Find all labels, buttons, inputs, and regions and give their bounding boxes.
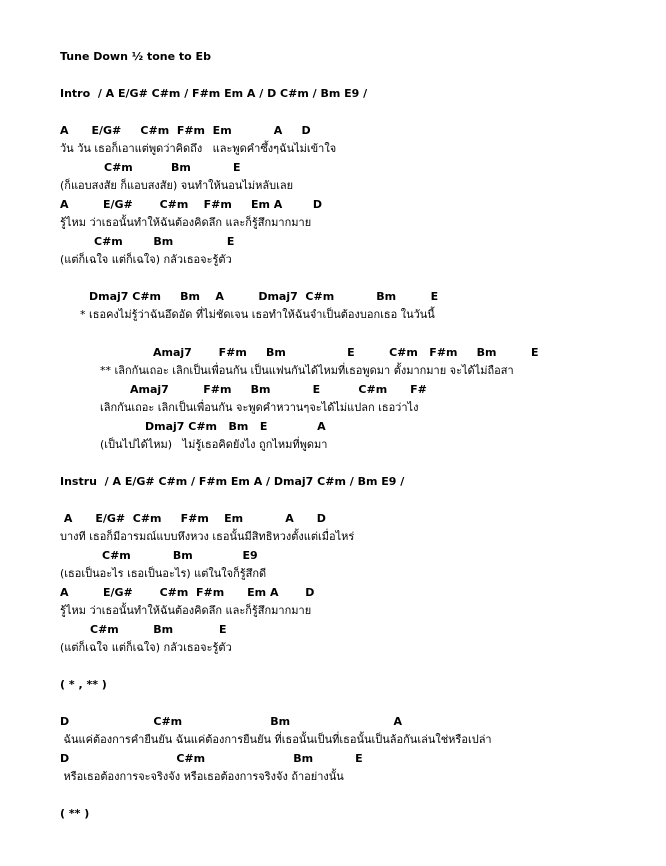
lyric-line: รู้ไหม ว่าเธอนั้นทำให้ฉันต้องคิดลึก และก็รู้สึกมากมาย bbox=[60, 216, 312, 229]
lyric-line: (แต่ก็เฉใจ แต่ก็เฉใจ) กลัวเธอจะรู้ตัว bbox=[60, 641, 232, 654]
chord-line: Dmaj7 C#m Bm E A bbox=[145, 420, 326, 433]
lyric-line: ฉันแค่ต้องการคำยืนยัน ฉันแค่ต้องการยืนยัน ที่เธอนั้นเป็นที่เธอนั้นเป็นล้อกันเล่นใช่หรือเปล่า bbox=[60, 733, 492, 746]
repeat-marker: ( ** ) bbox=[60, 807, 90, 820]
chord-line: A E/G# C#m F#m Em A D bbox=[60, 198, 323, 211]
instru-line: Instru / A E/G# C#m / F#m Em A / Dmaj7 C#m / Bm E9 / bbox=[60, 475, 405, 488]
chord-line: D C#m Bm E bbox=[60, 752, 363, 765]
chord-line: C#m Bm E bbox=[104, 161, 241, 174]
intro-line: Intro / A E/G# C#m / F#m Em A / D C#m / Bm E9 / bbox=[60, 87, 368, 100]
repeat-marker: ( * , ** ) bbox=[60, 678, 107, 691]
chord-line: A E/G# C#m F#m Em A D bbox=[60, 124, 311, 137]
chord-line: Amaj7 F#m Bm E C#m F# bbox=[130, 383, 427, 396]
chord-line: C#m Bm E bbox=[94, 235, 235, 248]
lyric-line: บางที เธอก็มีอารมณ์แบบหึงหวง เธอนั้นมีสิทธิหวงตั้งแต่เมื่อไหร่ bbox=[60, 530, 355, 543]
lyric-line: เลิกกันเถอะ เลิกเป็นเพื่อนกัน จะพูดคำหวานๆจะได้ไม่แปลก เธอว่าไง bbox=[100, 401, 419, 414]
chord-line: C#m Bm E9 bbox=[102, 549, 258, 562]
lyric-line: (เป็นไปได้ไหม) ไม่รู้เธอคิดยังไง ถูกไหมที่พูดมา bbox=[100, 438, 328, 451]
chord-line: C#m Bm E bbox=[90, 623, 227, 636]
lyric-line: * เธอคงไม่รู้ว่าฉันอึดอัด ที่ไม่ชัดเจน เธอทำให้ฉันจำเป็นต้องบอกเธอ ในวันนี้ bbox=[80, 308, 435, 321]
lyric-line: (ก็แอบสงสัย ก็แอบสงสัย) จนทำให้นอนไม่หลับเลย bbox=[60, 179, 294, 192]
lyric-line: ** เลิกกันเถอะ เลิกเป็นเพื่อนกัน เป็นแฟนกันได้ไหมที่เธอพูดมา ตั้งมากมาย จะได้ไม่ถือสา bbox=[100, 364, 514, 377]
chord-line: Amaj7 F#m Bm E C#m F#m Bm E bbox=[153, 346, 539, 359]
lyric-line: วัน วัน เธอก็เอาแต่พูดว่าคิดถึง และพูดคำซึ้งๆฉันไม่เข้าใจ bbox=[60, 142, 337, 155]
chord-line: A E/G# C#m F#m Em A D bbox=[60, 586, 315, 599]
chord-line: D C#m Bm A bbox=[60, 715, 402, 728]
lyric-line: (เธอเป็นอะไร เธอเป็นอะไร) แต่ในใจก็รู้สึกดี bbox=[60, 567, 267, 580]
chord-line: A E/G# C#m F#m Em A D bbox=[60, 512, 326, 525]
tuning-note: Tune Down ½ tone to Eb bbox=[60, 50, 211, 63]
lyric-line: หรือเธอต้องการจะจริงจัง หรือเธอต้องการจริงจัง ถ้าอย่างนั้น bbox=[60, 770, 344, 783]
chord-line: Dmaj7 C#m Bm A Dmaj7 C#m Bm E bbox=[89, 290, 439, 303]
lyric-line: (แต่ก็เฉใจ แต่ก็เฉใจ) กลัวเธอจะรู้ตัว bbox=[60, 253, 232, 266]
lyric-line: รู้ไหม ว่าเธอนั้นทำให้ฉันต้องคิดลึก และก็รู้สึกมากมาย bbox=[60, 604, 312, 617]
